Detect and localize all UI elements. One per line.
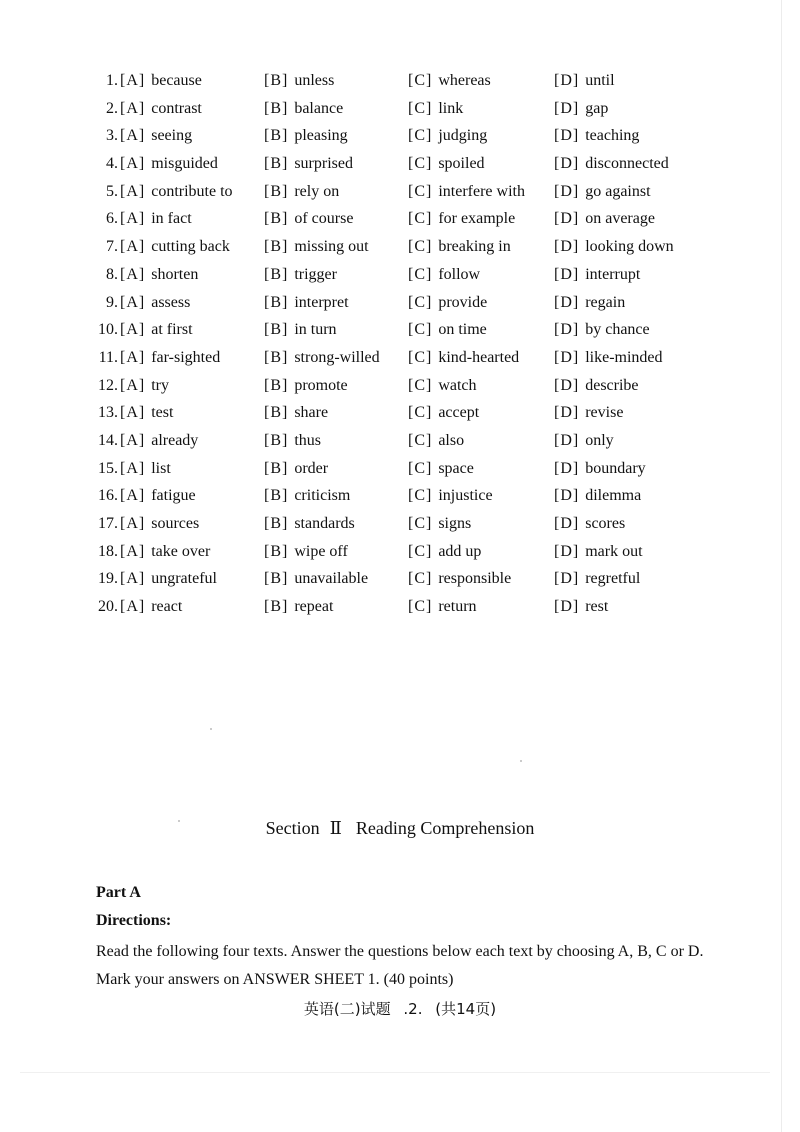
option-text: list [151, 459, 171, 477]
option-letter: [C] [408, 99, 433, 117]
option-b [264, 261, 337, 289]
option-letter: [C] [408, 598, 433, 616]
option-text: balance [294, 99, 344, 117]
option-text: thus [294, 431, 321, 449]
option-d [554, 372, 639, 400]
option-letter: [A] [120, 487, 146, 505]
option-text: link [438, 99, 464, 117]
option-letter: [A] [120, 459, 146, 477]
option-text: disconnected [585, 155, 669, 173]
option-text: cutting back [151, 238, 230, 256]
option-letter: [C] [408, 182, 433, 200]
option-a [120, 150, 218, 178]
question-number: 3. [106, 127, 118, 145]
section-title-text: Reading Comprehension [355, 818, 535, 838]
option-b [264, 67, 334, 95]
option-a [120, 95, 202, 123]
option-text: space [438, 459, 474, 477]
question-row [88, 399, 728, 427]
option-text: pleasing [294, 127, 348, 145]
option-text: responsible [438, 570, 512, 588]
option-text: try [151, 376, 169, 394]
option-b [264, 178, 339, 206]
option-letter: [C] [408, 404, 433, 422]
option-d [554, 565, 640, 593]
option-letter: [D] [554, 515, 580, 532]
option-text: go against [585, 182, 651, 200]
option-text: signs [438, 515, 472, 532]
option-a [120, 178, 233, 206]
question-row [88, 67, 728, 95]
option-text: only [585, 431, 614, 449]
question-row [88, 372, 728, 400]
question-row [88, 233, 728, 261]
option-letter: [C] [408, 570, 433, 588]
option-text: interrupt [585, 265, 641, 283]
cloze-options-list [88, 67, 728, 621]
option-b [264, 455, 328, 483]
option-b [264, 150, 353, 178]
option-b [264, 510, 355, 538]
option-c [408, 344, 519, 372]
option-text: dilemma [585, 487, 642, 505]
option-letter: [B] [264, 321, 289, 339]
option-letter: [A] [120, 293, 146, 311]
option-b [264, 316, 337, 344]
option-c [408, 122, 487, 150]
question-row [88, 482, 728, 510]
option-letter: [D] [554, 376, 580, 394]
option-letter: [B] [264, 265, 289, 283]
question-row [88, 150, 728, 178]
option-text: accept [438, 404, 480, 422]
question-number: 11. [98, 348, 118, 366]
option-b [264, 372, 348, 400]
question-row [88, 455, 728, 483]
option-text: whereas [438, 72, 491, 89]
option-text: react [151, 598, 183, 616]
option-a [120, 538, 210, 566]
question-number: 1. [106, 72, 118, 89]
option-letter: [C] [408, 376, 433, 394]
option-text: missing out [294, 238, 369, 256]
option-text: shorten [151, 265, 199, 283]
option-a [120, 510, 199, 538]
option-letter: [B] [264, 99, 289, 117]
option-text: judging [438, 127, 488, 145]
option-letter: [B] [264, 155, 289, 173]
option-text: criticism [294, 487, 351, 505]
option-text: strong-willed [294, 348, 380, 366]
option-text: revise [585, 404, 624, 422]
option-c [408, 538, 481, 566]
directions-text: Read the following four texts. Answer the questions below each text by choosing A, B, C or D. Mark your answers on ANSWER SHEET 1. (40 points) [96, 943, 704, 988]
option-letter: [B] [264, 182, 289, 200]
option-text: regretful [585, 570, 641, 588]
option-letter: [C] [408, 155, 433, 173]
option-text: by chance [585, 321, 650, 339]
option-text: already [151, 431, 199, 449]
option-text: standards [294, 515, 355, 532]
option-letter: [D] [554, 542, 580, 560]
option-text: boundary [585, 459, 646, 477]
question-row [88, 427, 728, 455]
option-b [264, 482, 350, 510]
option-b [264, 205, 353, 233]
question-number: 19. [98, 570, 118, 588]
option-letter: [D] [554, 210, 580, 228]
question-number: 8. [106, 265, 118, 283]
option-text: return [438, 598, 477, 616]
option-a [120, 233, 230, 261]
question-number: 14. [98, 431, 118, 449]
option-text: like-minded [585, 348, 663, 366]
option-d [554, 178, 651, 206]
option-b [264, 399, 328, 427]
option-letter: [D] [554, 348, 580, 366]
directions-label: Directions: [96, 912, 172, 929]
option-b [264, 427, 321, 455]
question-number: 2. [106, 99, 118, 117]
option-letter: [B] [264, 210, 289, 228]
option-letter: [B] [264, 542, 289, 560]
question-row [88, 205, 728, 233]
option-text: promote [294, 376, 348, 394]
option-letter: [A] [120, 127, 146, 145]
option-letter: [D] [554, 265, 580, 283]
option-letter: [D] [554, 238, 580, 256]
option-text: until [585, 72, 615, 89]
option-d [554, 67, 615, 95]
option-a [120, 205, 192, 233]
option-a [120, 399, 173, 427]
option-d [554, 122, 639, 150]
footer-page-number: .2. [403, 1000, 423, 1018]
option-letter: [D] [554, 459, 580, 477]
option-a [120, 455, 171, 483]
option-a [120, 261, 198, 289]
option-text: rely on [294, 182, 340, 200]
option-d [554, 482, 641, 510]
section-number: Ⅱ [329, 818, 342, 838]
option-a [120, 565, 217, 593]
option-text: for example [438, 210, 516, 228]
option-letter: [B] [264, 376, 289, 394]
option-c [408, 593, 477, 621]
option-letter: [A] [120, 570, 146, 588]
question-row [88, 95, 728, 123]
option-c [408, 178, 525, 206]
option-letter: [C] [408, 321, 433, 339]
option-letter: [D] [554, 404, 580, 422]
option-text: regain [585, 293, 626, 311]
option-c [408, 67, 491, 95]
option-c [408, 261, 480, 289]
option-letter: [B] [264, 348, 289, 366]
option-letter: [A] [120, 431, 146, 449]
question-row [88, 565, 728, 593]
question-number: 17. [98, 515, 118, 532]
question-number: 18. [98, 542, 118, 560]
option-c [408, 482, 493, 510]
option-letter: [C] [408, 293, 433, 311]
option-text: seeing [151, 127, 193, 145]
option-d [554, 593, 608, 621]
option-letter: [C] [408, 487, 433, 505]
option-text: injustice [438, 487, 493, 505]
option-d [554, 95, 608, 123]
option-c [408, 205, 515, 233]
option-letter: [A] [120, 265, 146, 283]
option-letter: [A] [120, 515, 146, 532]
option-d [554, 427, 614, 455]
option-text: interfere with [438, 182, 525, 200]
option-text: because [151, 72, 202, 89]
option-d [554, 233, 674, 261]
option-b [264, 289, 349, 317]
option-letter: [A] [120, 182, 146, 200]
option-a [120, 482, 196, 510]
option-text: follow [438, 265, 481, 283]
option-letter: [C] [408, 431, 433, 449]
option-letter: [A] [120, 542, 146, 560]
option-letter: [D] [554, 570, 580, 588]
question-row [88, 289, 728, 317]
option-b [264, 538, 348, 566]
option-text: misguided [151, 155, 218, 173]
option-text: interpret [294, 293, 349, 311]
question-row [88, 538, 728, 566]
option-letter: [C] [408, 238, 433, 256]
option-d [554, 399, 623, 427]
question-row [88, 593, 728, 621]
option-text: breaking in [438, 238, 511, 256]
option-text: fatigue [151, 487, 196, 505]
option-letter: [D] [554, 598, 580, 616]
option-c [408, 289, 487, 317]
option-text: take over [151, 542, 211, 560]
option-d [554, 316, 650, 344]
option-letter: [D] [554, 321, 580, 339]
question-number: 6. [106, 210, 118, 228]
option-letter: [A] [120, 238, 146, 256]
question-row [88, 510, 728, 538]
option-d [554, 261, 640, 289]
option-text: ungrateful [151, 570, 217, 588]
question-number: 10. [98, 321, 118, 339]
option-text: gap [585, 99, 609, 117]
option-text: on time [438, 321, 487, 339]
option-text: test [151, 404, 174, 422]
option-text: looking down [585, 238, 674, 256]
option-text: in turn [294, 321, 337, 339]
option-letter: [D] [554, 182, 580, 200]
question-number: 9. [106, 293, 118, 311]
option-d [554, 455, 646, 483]
option-c [408, 233, 511, 261]
option-letter: [A] [120, 404, 146, 422]
option-b [264, 233, 369, 261]
option-text: surprised [294, 155, 353, 173]
option-text: provide [438, 293, 488, 311]
option-letter: [B] [264, 515, 289, 532]
option-text: sources [151, 515, 200, 532]
option-letter: [C] [408, 210, 433, 228]
option-letter: [B] [264, 404, 289, 422]
option-text: in fact [151, 210, 192, 228]
option-letter: [A] [120, 321, 146, 339]
option-b [264, 122, 348, 150]
option-letter: [A] [120, 155, 146, 173]
option-letter: [A] [120, 376, 146, 394]
option-a [120, 289, 190, 317]
option-text: contribute to [151, 182, 233, 200]
question-row [88, 316, 728, 344]
option-text: at first [151, 321, 193, 339]
option-letter: [C] [408, 265, 433, 283]
option-d [554, 510, 625, 538]
option-letter: [C] [408, 515, 433, 532]
option-letter: [D] [554, 487, 580, 505]
question-number: 5. [106, 182, 118, 200]
option-text: mark out [585, 542, 643, 560]
question-row [88, 261, 728, 289]
option-c [408, 372, 477, 400]
option-letter: [B] [264, 459, 289, 477]
option-c [408, 427, 464, 455]
option-text: repeat [294, 598, 334, 616]
page-footer [0, 998, 800, 1019]
option-a [120, 427, 198, 455]
option-letter: [A] [120, 598, 146, 616]
footer-subject: 英语(二)试题 [303, 1000, 391, 1018]
question-number: 13. [98, 404, 118, 422]
option-c [408, 565, 511, 593]
option-c [408, 150, 485, 178]
option-text: also [438, 431, 465, 449]
option-text: rest [585, 598, 609, 616]
option-text: on average [585, 210, 655, 228]
question-row [88, 344, 728, 372]
option-letter: [B] [264, 570, 289, 588]
option-text: far-sighted [151, 348, 221, 366]
option-text: unless [294, 72, 335, 89]
option-b [264, 593, 333, 621]
option-letter: [B] [264, 293, 289, 311]
option-letter: [B] [264, 127, 289, 145]
option-text: watch [438, 376, 477, 394]
option-c [408, 510, 471, 538]
option-letter: [C] [408, 348, 433, 366]
option-letter: [A] [120, 72, 146, 89]
option-d [554, 344, 663, 372]
option-letter: [C] [408, 542, 433, 560]
question-number: 15. [98, 459, 118, 477]
option-text: assess [151, 293, 191, 311]
question-row [88, 178, 728, 206]
question-number: 20. [98, 598, 118, 616]
option-letter: [B] [264, 487, 289, 505]
option-letter: [C] [408, 459, 433, 477]
option-letter: [B] [264, 72, 289, 89]
option-text: spoiled [438, 155, 485, 173]
question-row [88, 122, 728, 150]
option-a [120, 316, 193, 344]
option-a [120, 344, 220, 372]
scan-speck [520, 760, 522, 762]
option-letter: [D] [554, 72, 580, 89]
option-b [264, 95, 343, 123]
question-number: 12. [98, 376, 118, 394]
option-b [264, 344, 380, 372]
option-d [554, 205, 655, 233]
option-text: trigger [294, 265, 337, 283]
option-text: share [294, 404, 329, 422]
option-letter: [B] [264, 598, 289, 616]
option-letter: [C] [408, 72, 433, 89]
option-text: wipe off [294, 542, 348, 560]
option-text: unavailable [294, 570, 369, 588]
option-text: scores [585, 515, 626, 532]
option-c [408, 399, 479, 427]
option-text: add up [438, 542, 482, 560]
option-text: teaching [585, 127, 640, 145]
option-letter: [A] [120, 210, 146, 228]
option-letter: [D] [554, 431, 580, 449]
option-text: contrast [151, 99, 202, 117]
option-a [120, 122, 192, 150]
option-text: kind-hearted [438, 348, 520, 366]
option-d [554, 150, 669, 178]
option-c [408, 455, 474, 483]
option-d [554, 289, 625, 317]
page-edge-right [781, 0, 782, 1132]
option-a [120, 67, 202, 95]
footer-total-pages: (共14页) [435, 1000, 497, 1018]
option-text: order [294, 459, 329, 477]
option-b [264, 565, 368, 593]
option-letter: [A] [120, 348, 146, 366]
option-c [408, 316, 487, 344]
option-letter: [D] [554, 127, 580, 145]
option-letter: [C] [408, 127, 433, 145]
option-c [408, 95, 463, 123]
section-label: Section [265, 818, 320, 838]
option-letter: [B] [264, 431, 289, 449]
section-heading [0, 818, 800, 839]
option-d [554, 538, 643, 566]
option-letter: [D] [554, 293, 580, 311]
option-letter: [B] [264, 238, 289, 256]
option-a [120, 372, 169, 400]
question-number: 7. [106, 238, 118, 256]
option-letter: [A] [120, 99, 146, 117]
option-text: describe [585, 376, 639, 394]
scan-speck [210, 728, 212, 730]
page-edge-bottom [20, 1072, 770, 1073]
part-heading: Part A [96, 884, 141, 901]
question-number: 4. [106, 155, 118, 173]
option-letter: [D] [554, 99, 580, 117]
option-a [120, 593, 182, 621]
question-number: 16. [98, 487, 118, 505]
option-letter: [D] [554, 155, 580, 173]
option-text: of course [294, 210, 354, 228]
